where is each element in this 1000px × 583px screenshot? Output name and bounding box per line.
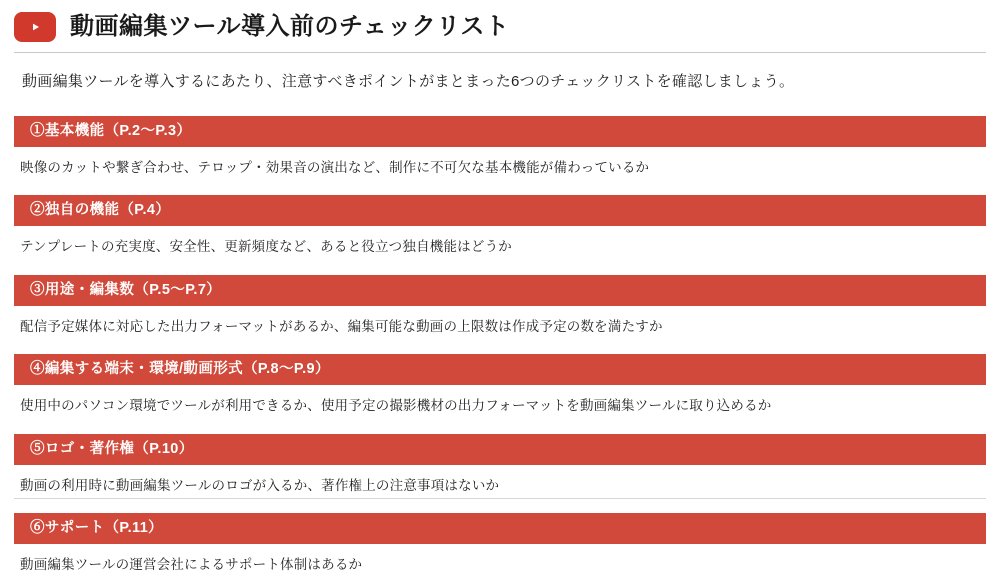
checklist-item-heading: ④編集する端末・環境/動画形式（P.8～P.9） bbox=[14, 354, 986, 385]
checklist-item-description: 動画の利用時に動画編集ツールのロゴが入るか、著作権上の注意事項はないか bbox=[20, 477, 500, 493]
list-item bbox=[0, 116, 1000, 186]
checklist bbox=[0, 116, 1000, 583]
list-item bbox=[0, 434, 1000, 504]
list-item bbox=[0, 195, 1000, 265]
checklist-item-heading: ③用途・編集数（P.5～P.7） bbox=[14, 275, 986, 306]
checklist-item-description: 配信予定媒体に対応した出力フォーマットがあるか、編集可能な動画の上限数は作成予定の数を満たすか bbox=[20, 318, 663, 334]
checklist-item-heading: ⑥サポート（P.11） bbox=[14, 513, 986, 544]
checklist-item-description: 動画編集ツールの運営会社によるサポート体制はあるか bbox=[20, 557, 363, 573]
checklist-item-description: テンプレートの充実度、安全性、更新頻度など、あると役立つ独自機能はどうか bbox=[20, 239, 512, 255]
video-play-icon bbox=[14, 12, 56, 42]
list-item bbox=[0, 354, 1000, 424]
list-item bbox=[0, 513, 1000, 583]
lead-paragraph: 動画編集ツールを導入するにあたり、注意すべきポイントがまとまった6つのチェックリストを確認しましょう。 bbox=[22, 73, 795, 90]
checklist-item-description: 使用中のパソコン環境でツールが利用できるか、使用予定の撮影機材の出力フォーマットを動画編集ツールに取り込めるか bbox=[20, 398, 772, 414]
list-item bbox=[0, 275, 1000, 345]
checklist-item-heading: ②独自の機能（P.4） bbox=[14, 195, 986, 226]
checklist-item-heading: ⑤ロゴ・著作権（P.10） bbox=[14, 434, 986, 465]
page-title: 動画編集ツール導入前のチェックリスト bbox=[70, 12, 510, 40]
checklist-item-heading: ①基本機能（P.2～P.3） bbox=[14, 116, 986, 147]
checklist-item-description: 映像のカットや繋ぎ合わせ、テロップ・効果音の演出など、制作に不可欠な基本機能が備わっているか bbox=[20, 159, 650, 175]
document-header bbox=[0, 0, 1000, 44]
